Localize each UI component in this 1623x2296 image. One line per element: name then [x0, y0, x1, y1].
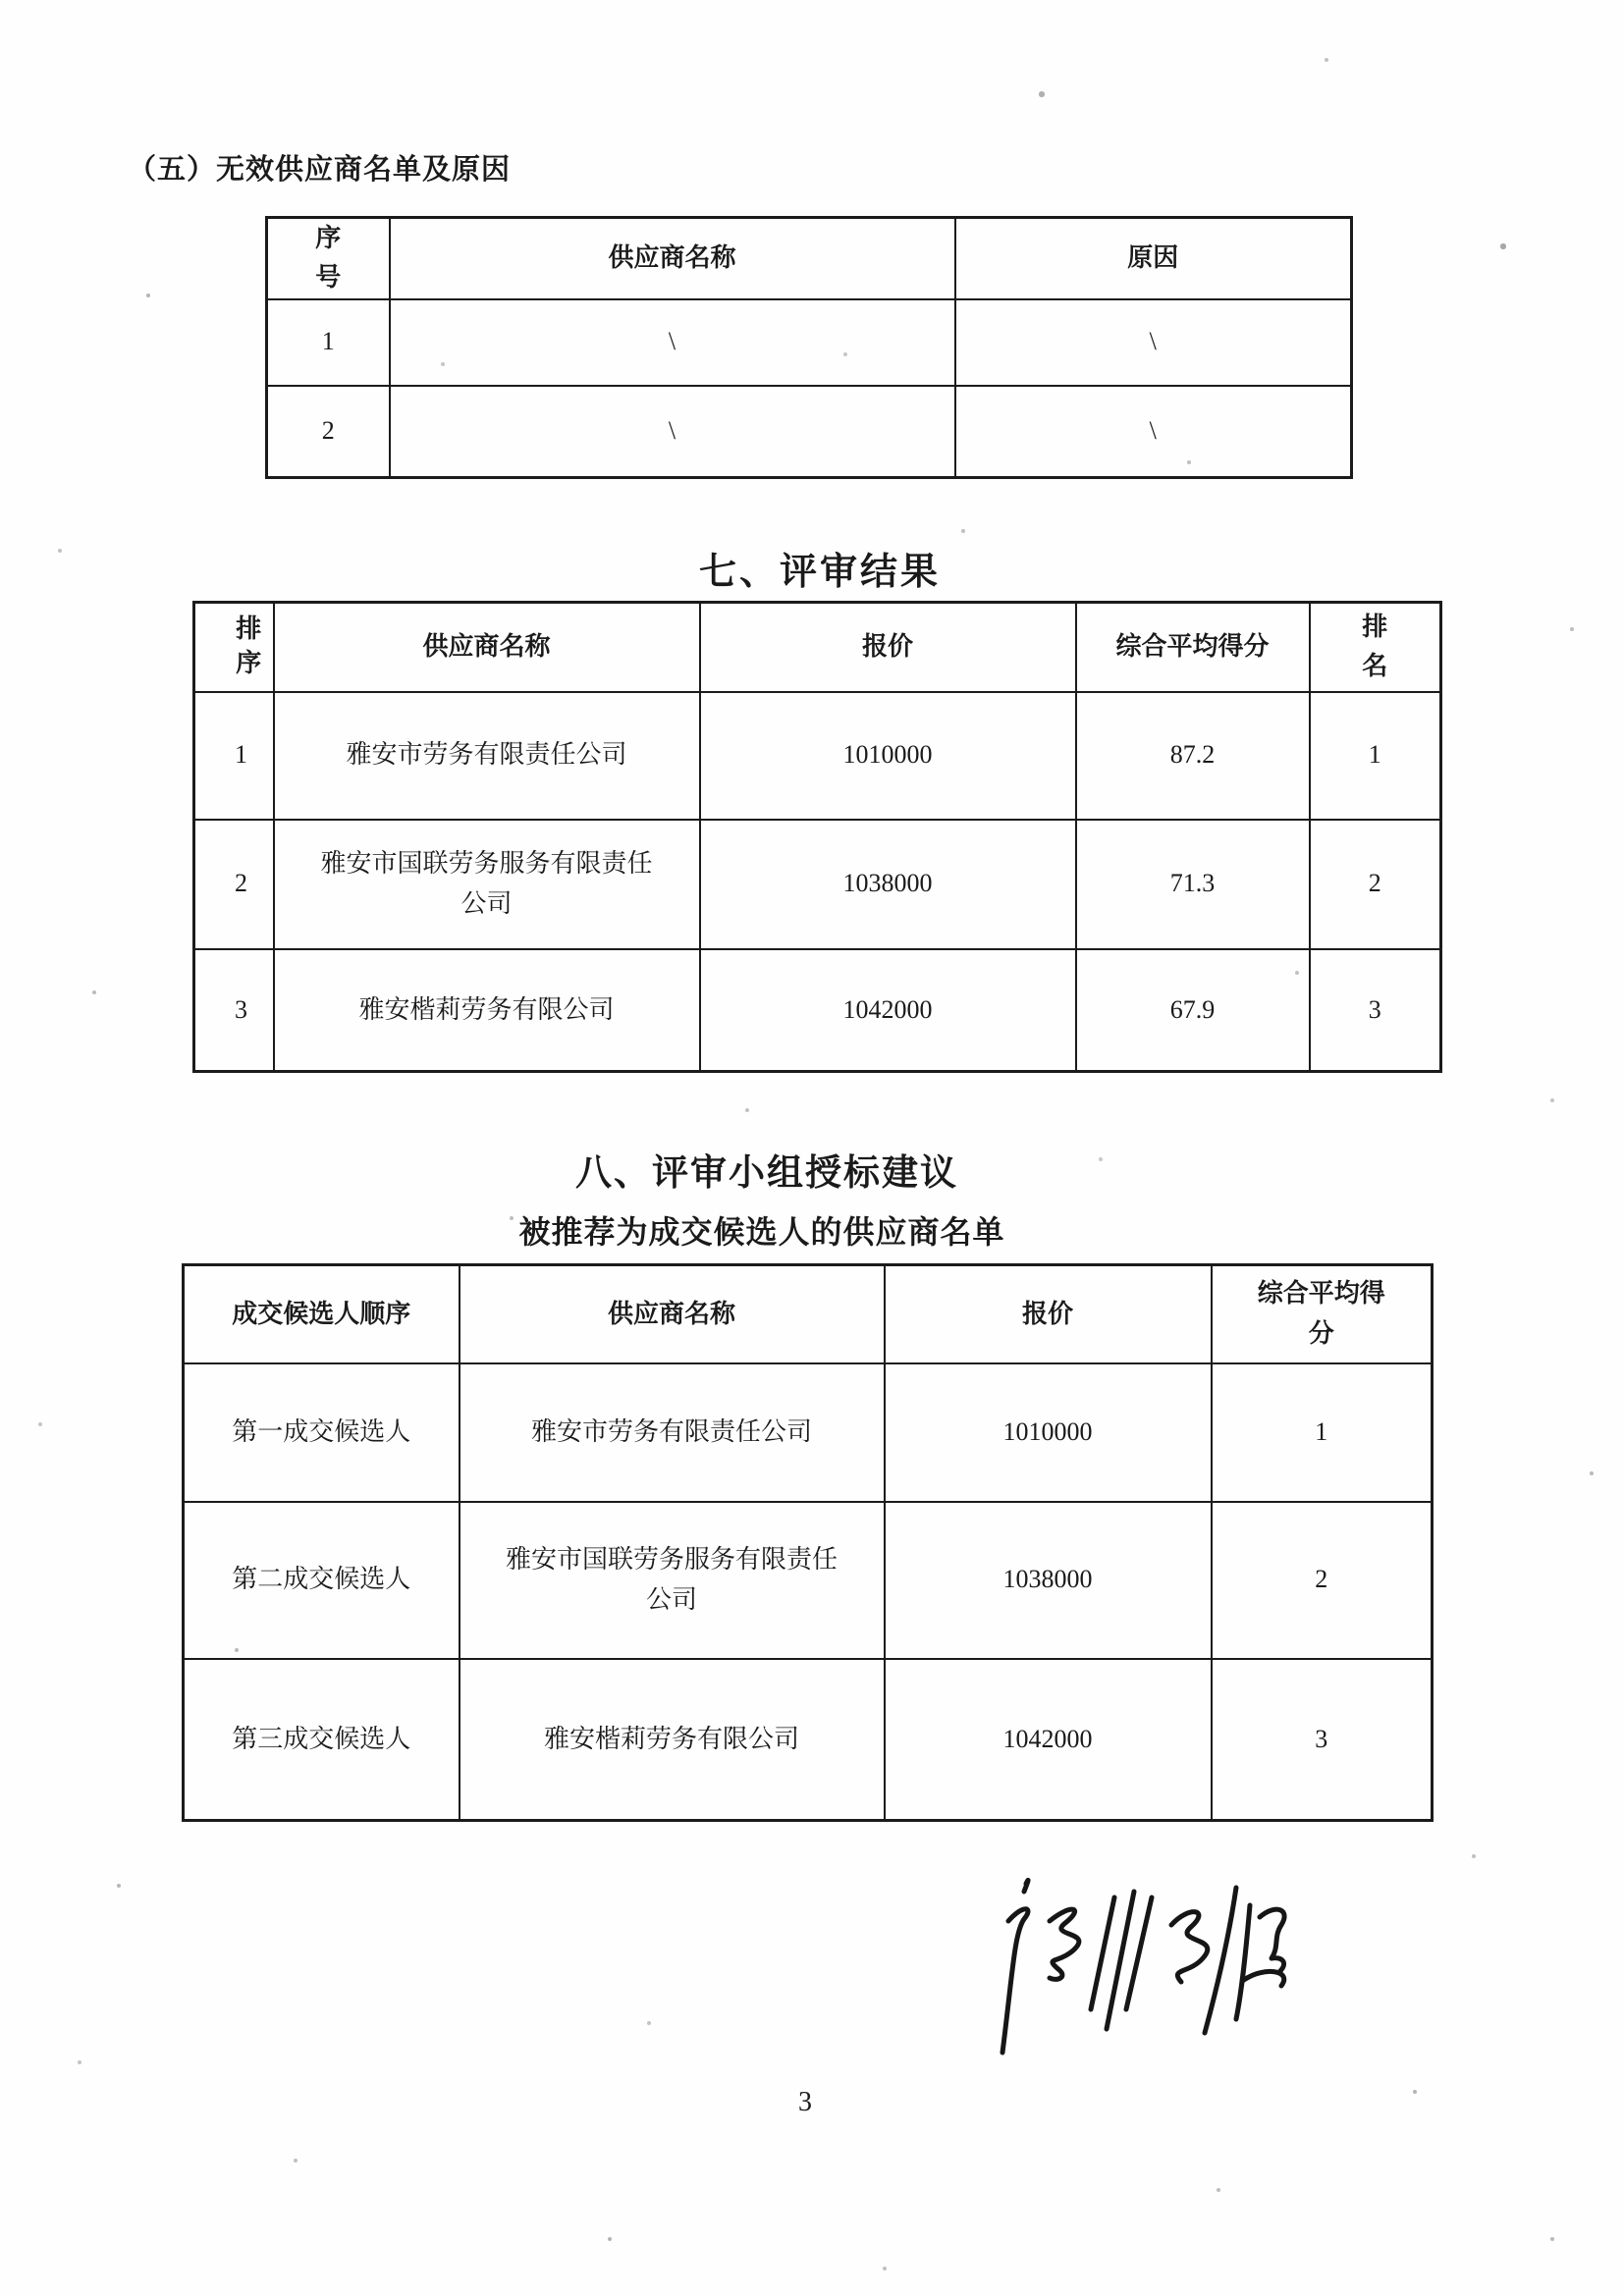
evaluation-results-table [192, 601, 1442, 1073]
section5-heading: （五）无效供应商名单及原因 [128, 154, 512, 186]
cell-price: 1038000 [700, 820, 1076, 949]
column-header-rank: 排名 [1310, 603, 1441, 692]
table-row [184, 1363, 1433, 1502]
cell-score: 87.2 [1076, 692, 1310, 820]
cell-rank: 2 [1212, 1502, 1433, 1659]
page-number: 3 [798, 2087, 812, 2117]
column-header-reason: 原因 [955, 218, 1352, 299]
invalid-suppliers-table [265, 216, 1353, 479]
cell-rank: 2 [1310, 820, 1441, 949]
cell-reason: \ [955, 386, 1352, 478]
cell-rank: 1 [1212, 1363, 1433, 1502]
cell-score: 67.9 [1076, 949, 1310, 1072]
cell-no: 2 [267, 386, 390, 478]
section8-title: 八、评审小组授标建议 [575, 1153, 958, 1194]
table-header-row [267, 218, 1352, 299]
cell-supplier: \ [390, 386, 955, 478]
table-row [184, 1502, 1433, 1659]
column-header-rank-order [194, 603, 274, 692]
column-header-candidate-order: 成交候选人顺序 [184, 1265, 460, 1363]
scan-noise [0, 0, 2, 2]
cell-reason: \ [955, 299, 1352, 386]
column-header-score: 综合平均得分 [1076, 603, 1310, 692]
cell-candidate-order: 第二成交候选人 [184, 1502, 460, 1659]
cell-rank: 3 [1310, 949, 1441, 1072]
cell-candidate-order: 第三成交候选人 [184, 1659, 460, 1821]
table-row [184, 1659, 1433, 1821]
signature-image [987, 1860, 1301, 2066]
table-header-row [184, 1265, 1433, 1363]
column-header-price: 报价 [885, 1265, 1212, 1363]
column-header-price: 报价 [700, 603, 1076, 692]
cell-supplier: 雅安楷莉劳务有限公司 [274, 949, 700, 1072]
table-row [267, 386, 1352, 478]
cell-price: 1038000 [885, 1502, 1212, 1659]
column-header-supplier: 供应商名称 [390, 218, 955, 299]
cell-score: 71.3 [1076, 820, 1310, 949]
column-header-no: 序号 [267, 218, 390, 299]
column-header-supplier: 供应商名称 [460, 1265, 885, 1363]
table-header-row [194, 603, 1441, 692]
cell-price: 1010000 [700, 692, 1076, 820]
cell-no: 1 [267, 299, 390, 386]
table-row [267, 299, 1352, 386]
cell-supplier: \ [390, 299, 955, 386]
cell-supplier: 雅安市国联劳务服务有限责任公司 [274, 820, 700, 949]
cell-price: 1042000 [700, 949, 1076, 1072]
cell-price: 1010000 [885, 1363, 1212, 1502]
cell-no: 3 [194, 949, 274, 1072]
column-header-score: 综合平均得分 [1212, 1265, 1433, 1363]
table-row [194, 949, 1441, 1072]
cell-supplier: 雅安市国联劳务服务有限责任公司 [460, 1502, 885, 1659]
cell-candidate-order: 第一成交候选人 [184, 1363, 460, 1502]
cell-supplier: 雅安市劳务有限责任公司 [460, 1363, 885, 1502]
column-header-rank-order-label: 排序 [236, 614, 262, 677]
award-candidates-table [182, 1263, 1434, 1822]
cell-rank: 1 [1310, 692, 1441, 820]
cell-no: 1 [194, 692, 274, 820]
cell-supplier: 雅安市劳务有限责任公司 [274, 692, 700, 820]
cell-rank: 3 [1212, 1659, 1433, 1821]
section8-subtitle: 被推荐为成交候选人的供应商名单 [518, 1214, 1005, 1250]
column-header-supplier: 供应商名称 [274, 603, 700, 692]
table-row [194, 692, 1441, 820]
cell-price: 1042000 [885, 1659, 1212, 1821]
table-row [194, 820, 1441, 949]
cell-supplier: 雅安楷莉劳务有限公司 [460, 1659, 885, 1821]
section7-title: 七、评审结果 [698, 552, 942, 593]
cell-no: 2 [194, 820, 274, 949]
